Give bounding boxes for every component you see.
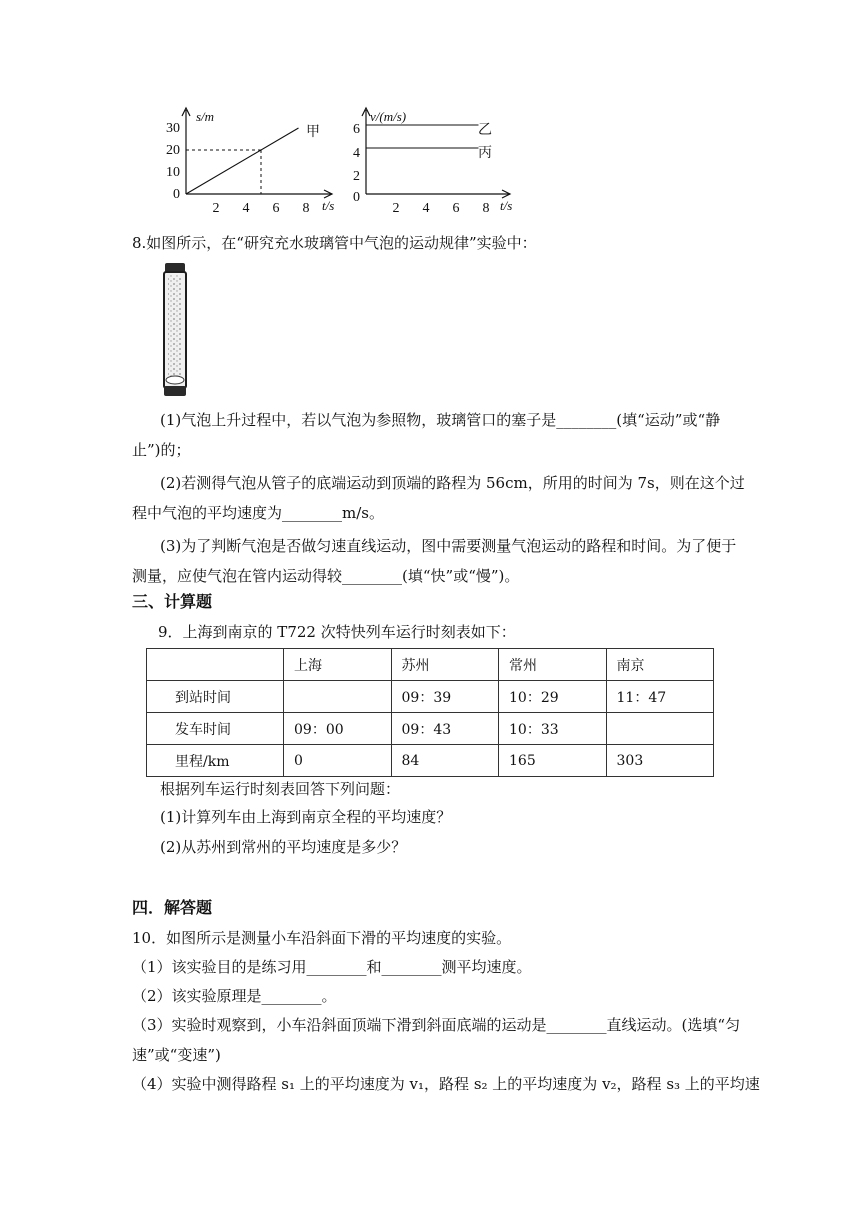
x-axis-label: t/s (322, 198, 335, 213)
table-header-cell: 常州 (499, 649, 607, 681)
q9-sub2: (2)从苏州到常州的平均速度是多少？ (160, 838, 407, 856)
section-heading: 三、计算题 (132, 592, 213, 611)
q9-after-table: 根据列车运行时刻表回答下列问题： (160, 780, 401, 798)
q10-sub1: （1）该实验目的是练习用________和________测平均速度。 (132, 958, 532, 976)
q8-title: 8.如图所示，在“研究充水玻璃管中气泡的运动规律”实验中： (132, 234, 537, 252)
air-bubble (166, 376, 184, 384)
table-cell: 10：33 (499, 713, 607, 745)
x-tick: 6 (272, 201, 280, 216)
q8-part3-line1: (3)为了判断气泡是否做匀速直线运动，图中需要测量气泡运动的路程和时间。为了便于 (160, 537, 737, 555)
graph-v-t (350, 106, 530, 216)
table-cell: 0 (284, 745, 392, 777)
q8-part2-line1: (2)若测得气泡从管子的底端运动到顶端的路程为 56cm，所用的时间为 7s，则在这个过 (160, 474, 745, 492)
table-cell: 09：00 (284, 713, 392, 745)
x-tick: 4 (242, 201, 250, 216)
y-tick: 0 (173, 187, 180, 202)
table-header-cell: 上海 (284, 649, 392, 681)
table-cell: 303 (606, 745, 714, 777)
x-tick: 4 (422, 201, 430, 216)
table-header-cell: 苏州 (391, 649, 499, 681)
x-tick: 2 (392, 201, 400, 216)
y-axis-label: s/m (196, 109, 215, 124)
table-cell (606, 713, 714, 745)
table-cell: 10：29 (499, 681, 607, 713)
table-row (147, 649, 714, 681)
table-row (147, 681, 714, 713)
table-header-cell: 南京 (606, 649, 714, 681)
graph-s-t (160, 106, 350, 216)
y-tick: 0 (353, 190, 360, 205)
y-tick: 20 (166, 143, 180, 158)
q8-part1-line1: (1)气泡上升过程中，若以气泡为参照物，玻璃管口的塞子是________(填“运动”或“静 (160, 411, 721, 429)
y-tick: 2 (353, 169, 360, 184)
q8-part3-line2: 测量，应使气泡在管内运动得较________(填“快”或“慢”)。 (132, 567, 520, 585)
q10-title: 10．如图所示是测量小车沿斜面下滑的平均速度的实验。 (132, 929, 512, 947)
x-tick: 6 (452, 201, 460, 216)
y-tick: 4 (353, 146, 360, 161)
table-row (147, 713, 714, 745)
table-row-label: 到站时间 (147, 681, 284, 713)
q10-sub2: （2）该实验原理是________。 (132, 987, 337, 1005)
table-row-label: 发车时间 (147, 713, 284, 745)
x-tick: 8 (482, 201, 490, 216)
q8-part2-line2: 程中气泡的平均速度为________m/s。 (132, 504, 384, 522)
series-label-yi: 乙 (478, 123, 492, 138)
table-cell (147, 649, 284, 681)
table-cell (284, 681, 392, 713)
q9-intro: 9．上海到南京的 T722 次特快列车运行时刻表如下： (158, 623, 516, 641)
tube-bottom (164, 386, 186, 396)
timetable (146, 648, 714, 777)
y-axis-label: v/(m/s) (370, 109, 407, 124)
table-cell: 09：43 (391, 713, 499, 745)
y-tick: 30 (166, 121, 180, 136)
q9-sub1: (1)计算列车由上海到南京全程的平均速度？ (160, 808, 452, 826)
table-cell: 165 (499, 745, 607, 777)
table-cell: 84 (391, 745, 499, 777)
series-line-jia (186, 128, 299, 194)
q10-sub4: （4）实验中测得路程 s₁ 上的平均速度为 v₁，路程 s₂ 上的平均速度为 v₂，路程 s₃ 上的平均速 (132, 1075, 760, 1093)
section-heading: 四．解答题 (132, 898, 213, 917)
y-tick: 10 (166, 165, 180, 180)
glass-tube-figure (160, 262, 190, 398)
x-tick: 2 (212, 201, 220, 216)
x-tick: 8 (302, 201, 310, 216)
series-label-bing: 丙 (478, 146, 492, 161)
y-tick: 6 (353, 122, 360, 137)
table-cell: 11：47 (606, 681, 714, 713)
q10-sub3-line1: （3）实验时观察到，小车沿斜面顶端下滑到斜面底端的运动是________直线运动。(选填“匀 (132, 1016, 741, 1034)
table-row-label: 里程/km (147, 745, 284, 777)
series-label-jia: 甲 (306, 125, 320, 140)
table-cell: 09：39 (391, 681, 499, 713)
q8-part1-line2: 止”)的； (132, 441, 191, 459)
x-axis-label: t/s (500, 198, 513, 213)
table-row (147, 745, 714, 777)
q10-sub3-line2: 速”或“变速”) (132, 1046, 221, 1064)
